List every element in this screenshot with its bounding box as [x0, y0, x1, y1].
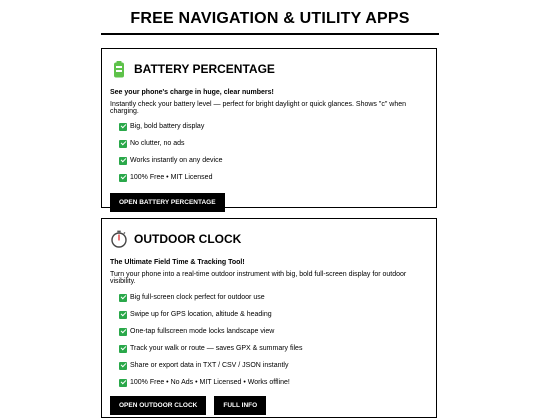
title-divider [101, 33, 439, 35]
stopwatch-icon [110, 230, 128, 248]
feature-item [110, 311, 428, 318]
battery-card-header [110, 59, 428, 79]
battery-card [101, 48, 437, 208]
feature-item [110, 123, 428, 130]
feature-item [110, 294, 428, 301]
check-icon [119, 294, 127, 302]
battery-feature-list [110, 123, 428, 181]
feature-text: One-tap fullscreen mode locks landscape view [130, 328, 275, 335]
clock-feature-list [110, 294, 428, 386]
check-icon [119, 328, 127, 336]
check-icon [119, 362, 127, 370]
feature-item [110, 379, 428, 386]
feature-text: 100% Free • MIT Licensed [130, 174, 213, 181]
feature-text: Share or export data in TXT / CSV / JSON instantly [130, 362, 289, 369]
clock-card-header [110, 229, 428, 249]
open-outdoor-clock-button[interactable]: OPEN OUTDOOR CLOCK [110, 396, 206, 415]
feature-text: 100% Free • No Ads • MIT Licensed • Works offline! [130, 379, 290, 386]
feature-text: Works instantly on any device [130, 157, 223, 164]
feature-item [110, 140, 428, 147]
battery-icon [110, 60, 128, 78]
clock-button-row [110, 396, 428, 415]
check-icon [119, 123, 127, 131]
full-info-button[interactable]: FULL INFO [214, 396, 266, 415]
feature-text: Big, bold battery display [130, 123, 205, 130]
page-title: FREE NAVIGATION & UTILITY APPS [130, 10, 410, 27]
check-icon [119, 157, 127, 165]
battery-card-title: BATTERY PERCENTAGE [134, 62, 275, 76]
feature-text: Swipe up for GPS location, altitude & heading [130, 311, 272, 318]
feature-item [110, 362, 428, 369]
clock-card-subtitle: The Ultimate Field Time & Tracking Tool! [110, 259, 245, 266]
check-icon [119, 311, 127, 319]
feature-text: Big full-screen clock perfect for outdoor use [130, 294, 265, 301]
battery-card-subtitle: See your phone's charge in huge, clear numbers! [110, 89, 274, 96]
feature-item [110, 157, 428, 164]
feature-item [110, 174, 428, 181]
open-battery-percentage-button[interactable]: OPEN BATTERY PERCENTAGE [110, 193, 225, 212]
check-icon [119, 174, 127, 182]
outdoor-clock-card [101, 218, 437, 418]
clock-card-title: OUTDOOR CLOCK [134, 232, 242, 246]
feature-item [110, 345, 428, 352]
battery-card-description: Instantly check your battery level — perfect for bright daylight or quick glances. Shows "c" when charging. [110, 101, 406, 115]
feature-text: Track your walk or route — saves GPX & summary files [130, 345, 303, 352]
feature-text: No clutter, no ads [130, 140, 185, 147]
feature-item [110, 328, 428, 335]
check-icon [119, 140, 127, 148]
check-icon [119, 379, 127, 387]
check-icon [119, 345, 127, 353]
clock-card-description: Turn your phone into a real-time outdoor instrument with big, bold full-screen display for outdoor visibility. [110, 271, 407, 285]
